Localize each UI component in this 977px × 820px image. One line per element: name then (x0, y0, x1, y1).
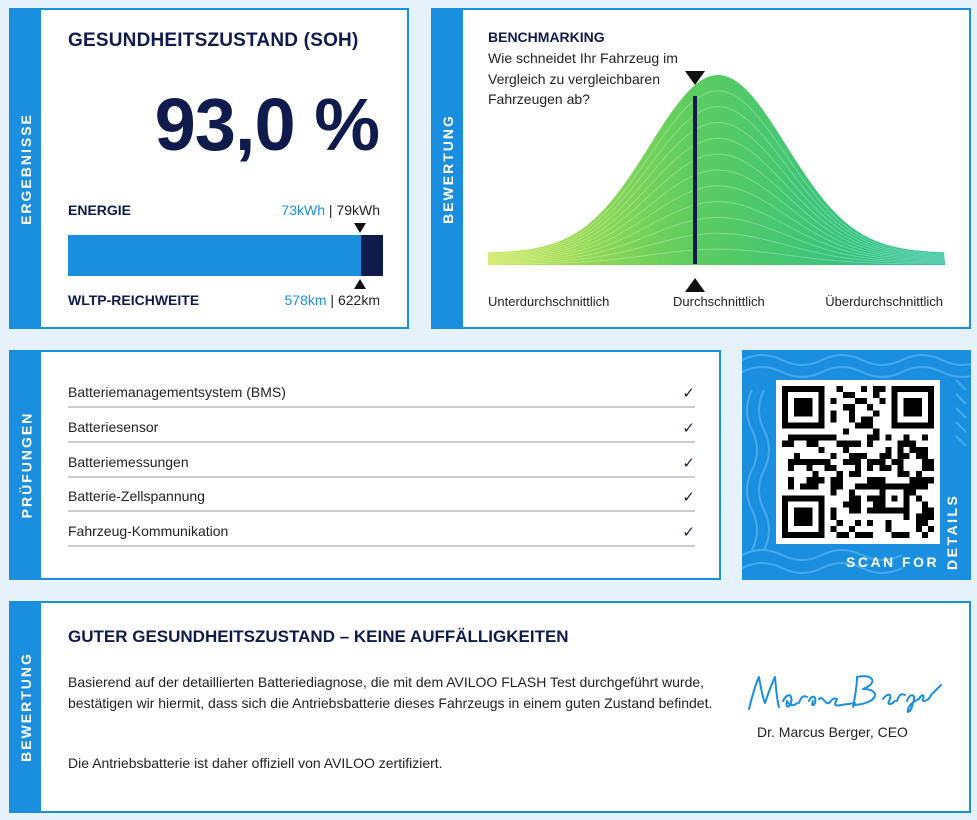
energy-max: 79kWh (336, 202, 380, 218)
qr-code-icon[interactable] (776, 380, 940, 544)
range-label: WLTP-REICHWEITE (68, 292, 200, 308)
checks-side-tab (11, 352, 41, 578)
assessment-side-tab (11, 603, 41, 811)
marker-up-icon (354, 279, 366, 289)
qr-panel[interactable] (742, 350, 971, 580)
check-item (68, 443, 695, 478)
checkmark-icon: ✓ (682, 455, 695, 472)
signature-image (745, 663, 945, 718)
checkmark-icon: ✓ (682, 489, 695, 506)
scan-text: SCAN FOR (846, 554, 940, 570)
check-item-label: Fahrzeug-Kommunikation (68, 523, 229, 539)
range-max: 622km (337, 292, 380, 308)
check-item-label: Batteriemessungen (68, 454, 189, 470)
label-below-average: Unterdurchschnittlich (488, 294, 610, 309)
vehicle-marker-line (693, 96, 697, 264)
range-separator: | (326, 292, 338, 308)
signature-name: Dr. Marcus Berger, CEO (757, 724, 908, 740)
range-current: 578km (284, 292, 327, 308)
benchmark-question: Wie schneidet Ihr Fahrzeug im Vergleich zu vergleichbaren Fahrzeugen ab? (488, 50, 678, 107)
soh-value: 93,0 % (154, 83, 379, 166)
benchmark-card (431, 8, 971, 329)
details-text: DETAILS (944, 493, 960, 570)
check-item-label: Batteriesensor (68, 419, 159, 435)
energy-separator: | (325, 202, 337, 218)
soh-card (9, 8, 409, 329)
checkmark-icon: ✓ (682, 420, 695, 437)
check-item (68, 477, 695, 512)
energy-current: 73kWh (281, 202, 325, 218)
check-item (68, 408, 695, 443)
check-item (68, 373, 695, 408)
checks-card (9, 350, 721, 580)
energy-values (281, 202, 380, 218)
benchmark-title: BENCHMARKING (488, 29, 605, 45)
checkmark-icon: ✓ (682, 524, 695, 541)
label-average: Durchschnittlich (673, 294, 765, 309)
results-side-tab (11, 10, 41, 327)
assessment-paragraph: Basierend auf der detaillierten Batteriediagnose, die mit dem AVILOO FLASH Test durchgeführt wurde, bestätigen wir hiermit, dass sich die Antriebsbatterie dieses Fahrzeugs in einem guten Zustand befindet. (68, 674, 713, 711)
check-item-label: Batterie-Zellspannung (68, 488, 205, 504)
assessment-title: GUTER GESUNDHEITSZUSTAND – KEINE AUFFÄLLIGKEITEN (68, 627, 569, 646)
average-marker-up-icon (685, 278, 705, 292)
assessment-certification: Die Antriebsbatterie ist daher offiziell von AVILOO zertifiziert. (68, 755, 443, 771)
results-tab-label: ERGEBNISSE (18, 112, 34, 225)
energy-label: ENERGIE (68, 202, 132, 218)
benchmark-side-tab (433, 10, 463, 327)
check-item (68, 512, 695, 547)
assessment-tab-label: BEWERTUNG (18, 652, 34, 762)
benchmark-tab-label: BEWERTUNG (440, 113, 456, 224)
soh-bar (68, 235, 383, 276)
soh-title: GESUNDHEITSZUSTAND (SOH) (68, 30, 359, 51)
soh-bar-fill (68, 235, 361, 276)
checkmark-icon: ✓ (682, 385, 695, 402)
label-above-average: Überdurchschnittlich (825, 294, 943, 309)
checks-tab-label: PRÜFUNGEN (18, 411, 35, 519)
assessment-card (9, 601, 971, 813)
check-item-label: Batteriemanagementsystem (BMS) (68, 384, 286, 400)
marker-down-icon (354, 223, 366, 233)
range-values (285, 292, 380, 308)
